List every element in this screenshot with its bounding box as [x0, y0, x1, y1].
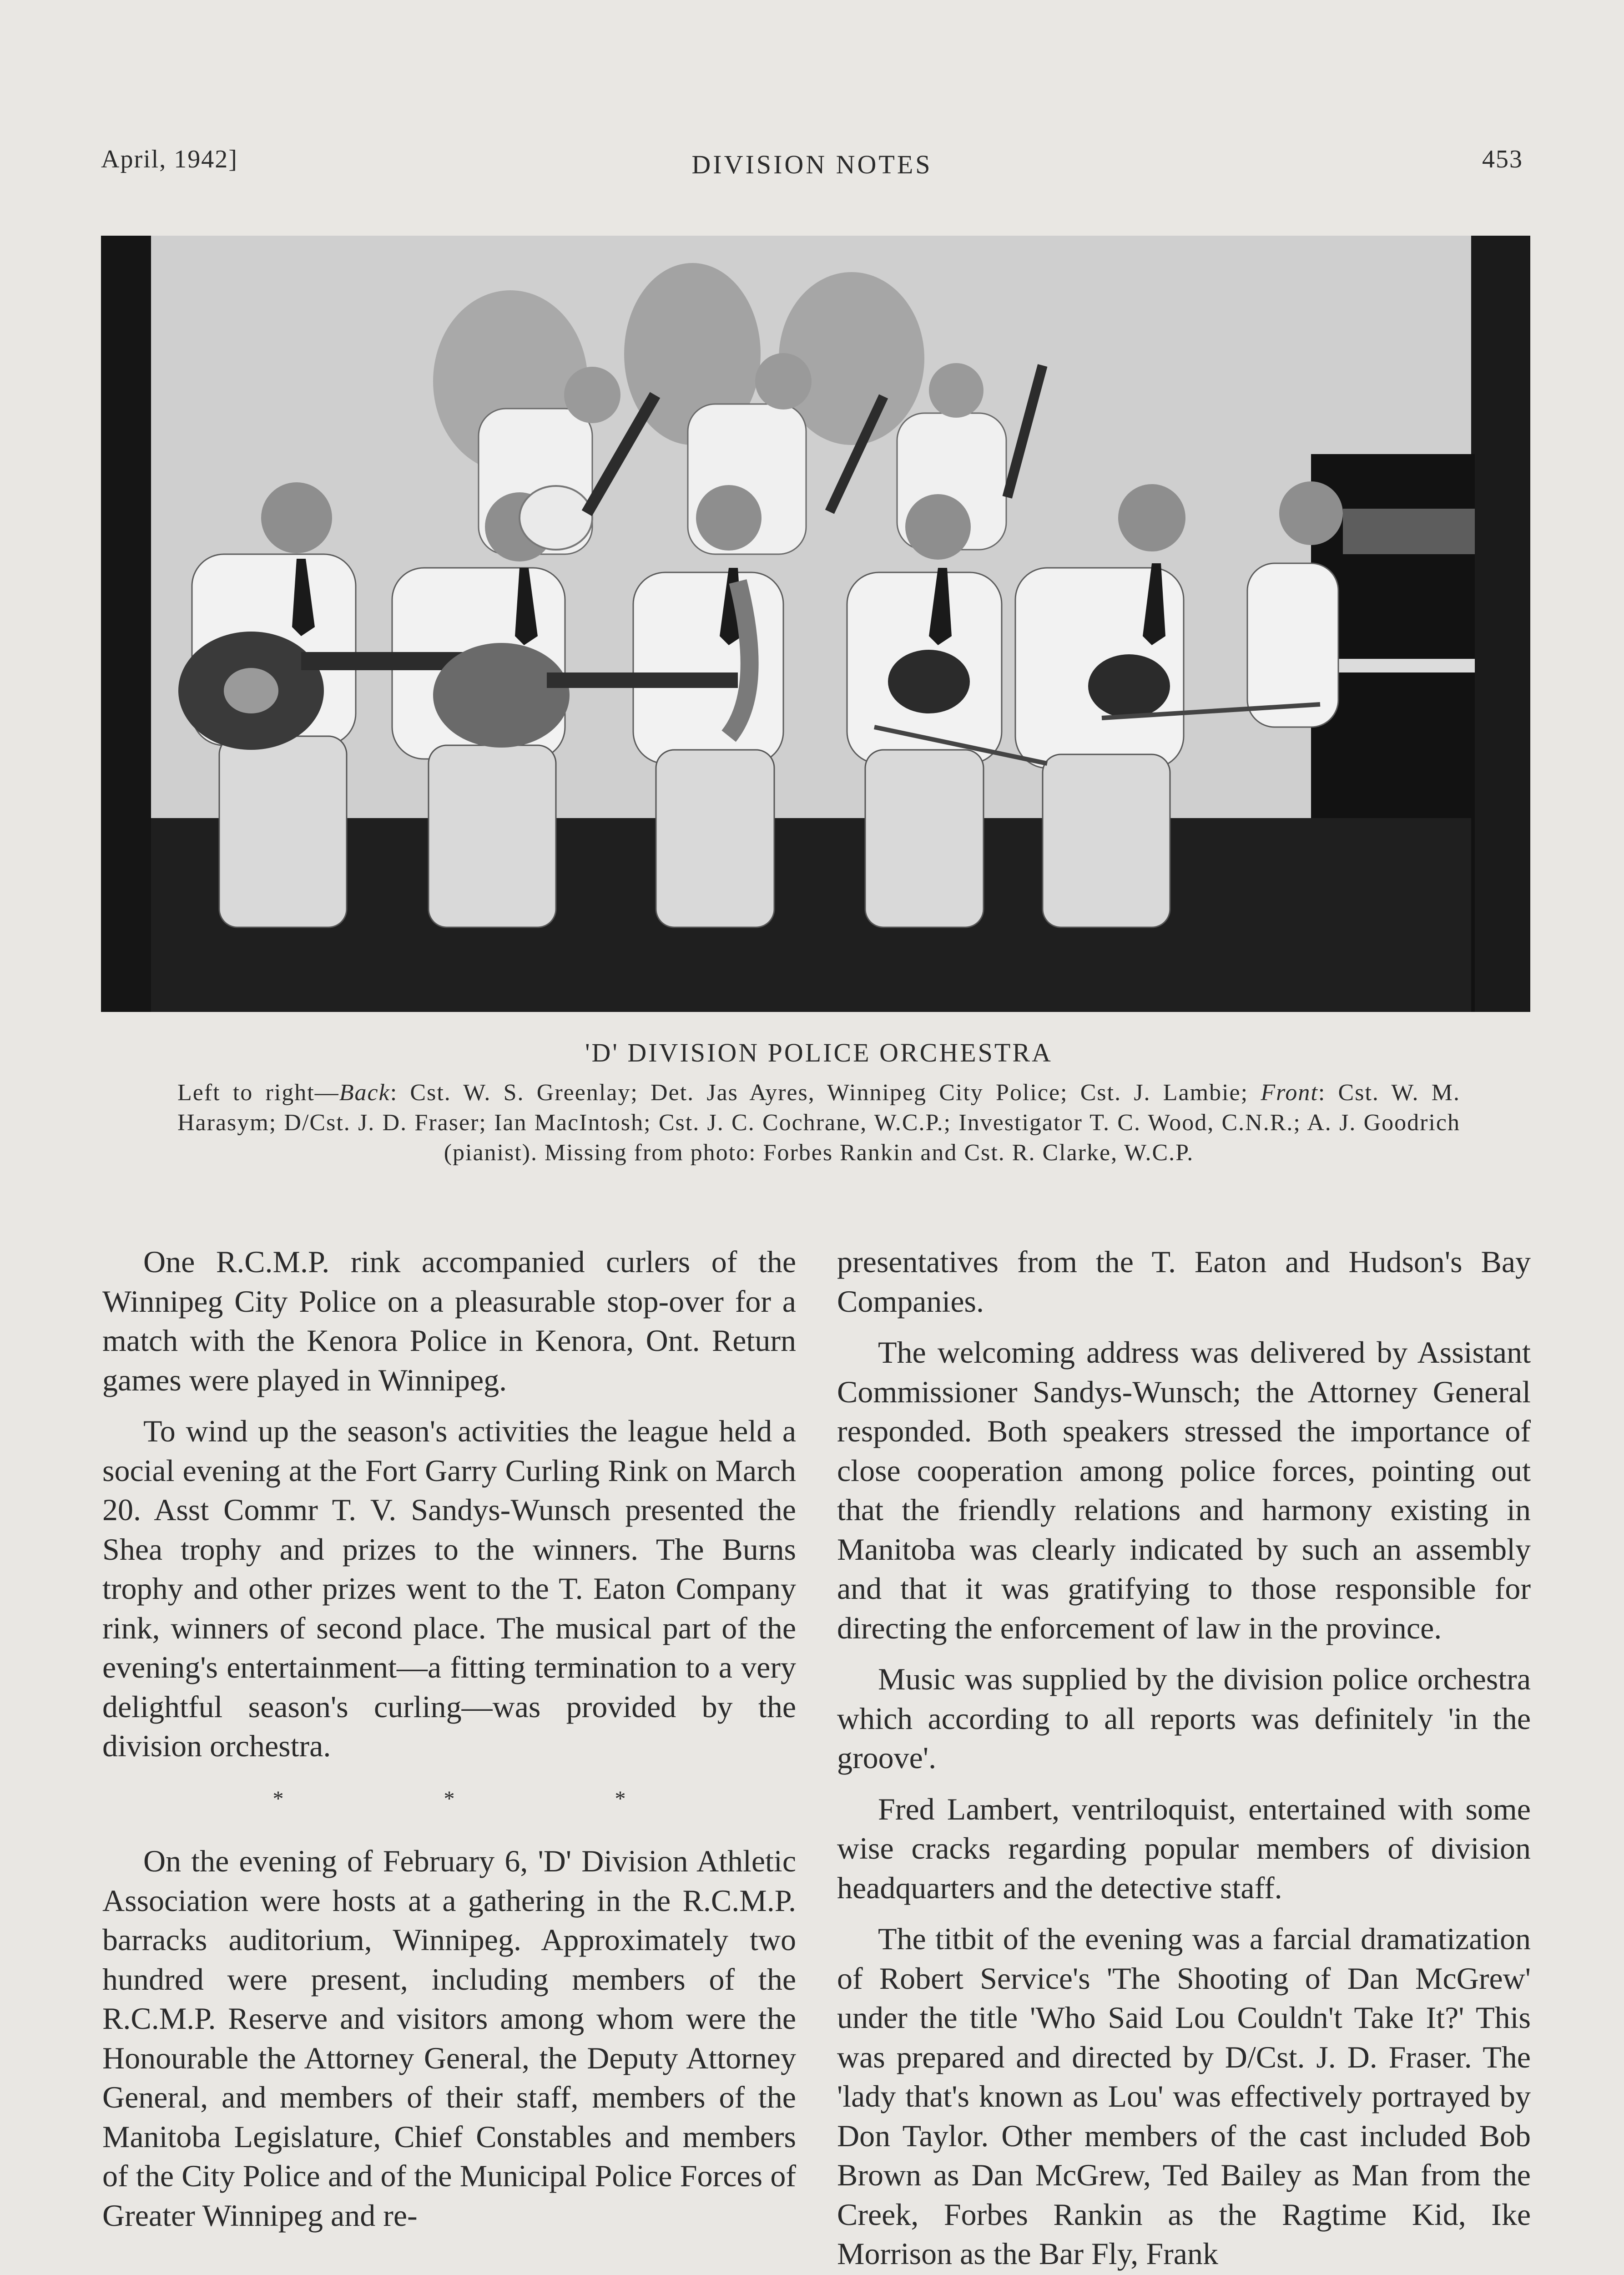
paragraph: One R.C.M.P. rink accompanied curlers of the Winnipeg City Police on a pleasurable stop-over for a match with the Kenora Police in Kenora, Ont. Return games were played in Winnipeg. [102, 1244, 796, 1397]
caption-front-text: : Cst. W. M. Harasym; D/Cst. J. D. Fraser; Ian MacIntosh; Cst. J. C. Cochrane, W.C.P.; Investigator T. C. Wood, C.N.R.; A. J. Goodrich (pianist). Missing from photo: Forbes Rankin and Cst. R. Clarke, W.C.P. [177, 1080, 1461, 1166]
paragraph: Fred Lambert, ventriloquist, entertained with some wise cracks regarding popular members of division headquarters and the detective staff. [837, 1791, 1531, 1905]
issue-date: April, 1942] [101, 145, 238, 173]
paragraph: The welcoming address was delivered by Assistant Commissioner Sandys-Wunsch; the Attorney General responded. Both speakers stressed the importance of close cooperation among police forces, pointing out that the friendly relations and harmony existing in Manitoba was clearly indicated by such an assembly and that it was gratifying to those responsible for directing the enforcement of law in the province. [837, 1335, 1531, 1645]
right-column [837, 1242, 1531, 2275]
caption-back-text: : Cst. W. S. Greenlay; Det. Jas Ayres, Winnipeg City Police; Cst. J. Lambie; [390, 1080, 1261, 1106]
caption-title: 'D' DIVISION POLICE ORCHESTRA [585, 1038, 1053, 1067]
section-title: DIVISION NOTES [691, 150, 933, 179]
section-separator: * * * [272, 1786, 703, 1811]
left-column [102, 1242, 796, 2247]
paragraph: presentatives from the T. Eaton and Hudson's Bay Companies. [837, 1244, 1531, 1319]
paragraph: To wind up the season's activities the league held a social evening at the Fort Garry Curling Rink on March 20. Asst Commr T. V. Sandys-Wunsch presented the Shea trophy and prizes to the winners. The Burns trophy and other prizes went to the T. Eaton Company rink, winners of second place. The musical part of the evening's entertainment—a fitting termination to a very delightful season's curling—was provided by the division orchestra. [102, 1414, 796, 1763]
caption-text [177, 1078, 1460, 1168]
paragraph: The titbit of the evening was a farcial dramatization of Robert Service's 'The Shooting of Dan McGrew' under the title 'Who Said Lou Couldn't Take It?' This was prepared and directed by D/Cst. J. D. Fraser. The 'lady that's known as Lou' was effectively portrayed by Don Taylor. Other members of the cast included Bob Brown as Dan McGrew, Ted Bailey as Man from the Creek, Forbes Rankin as the Ragtime Kid, Ike Morrison as the Bar Fly, Frank [837, 1921, 1531, 2271]
caption-lead: Left to right— [177, 1080, 339, 1106]
running-head [0, 145, 1624, 181]
caption-front-label: Front [1261, 1080, 1318, 1106]
orchestra-photo [101, 236, 1530, 1012]
paragraph: On the evening of February 6, 'D' Division Athletic Association were hosts at a gathering in the R.C.M.P. barracks auditorium, Winnipeg. Approximately two hundred were present, including members of the R.C.M.P. Reserve and visitors among whom were the Honourable the Attorney General, the Deputy Attorney General, and members of their staff, members of the Manitoba Legislature, Chief Constables and members of the City Police and of the Municipal Police Forces of Greater Winnipeg and re- [102, 1844, 796, 2233]
page-number: 453 [1482, 145, 1523, 173]
caption-back-label: Back [339, 1080, 390, 1106]
paragraph: Music was supplied by the division police orchestra which according to all reports was definitely 'in the groove'. [837, 1662, 1531, 1775]
photo-caption [177, 1037, 1460, 1168]
